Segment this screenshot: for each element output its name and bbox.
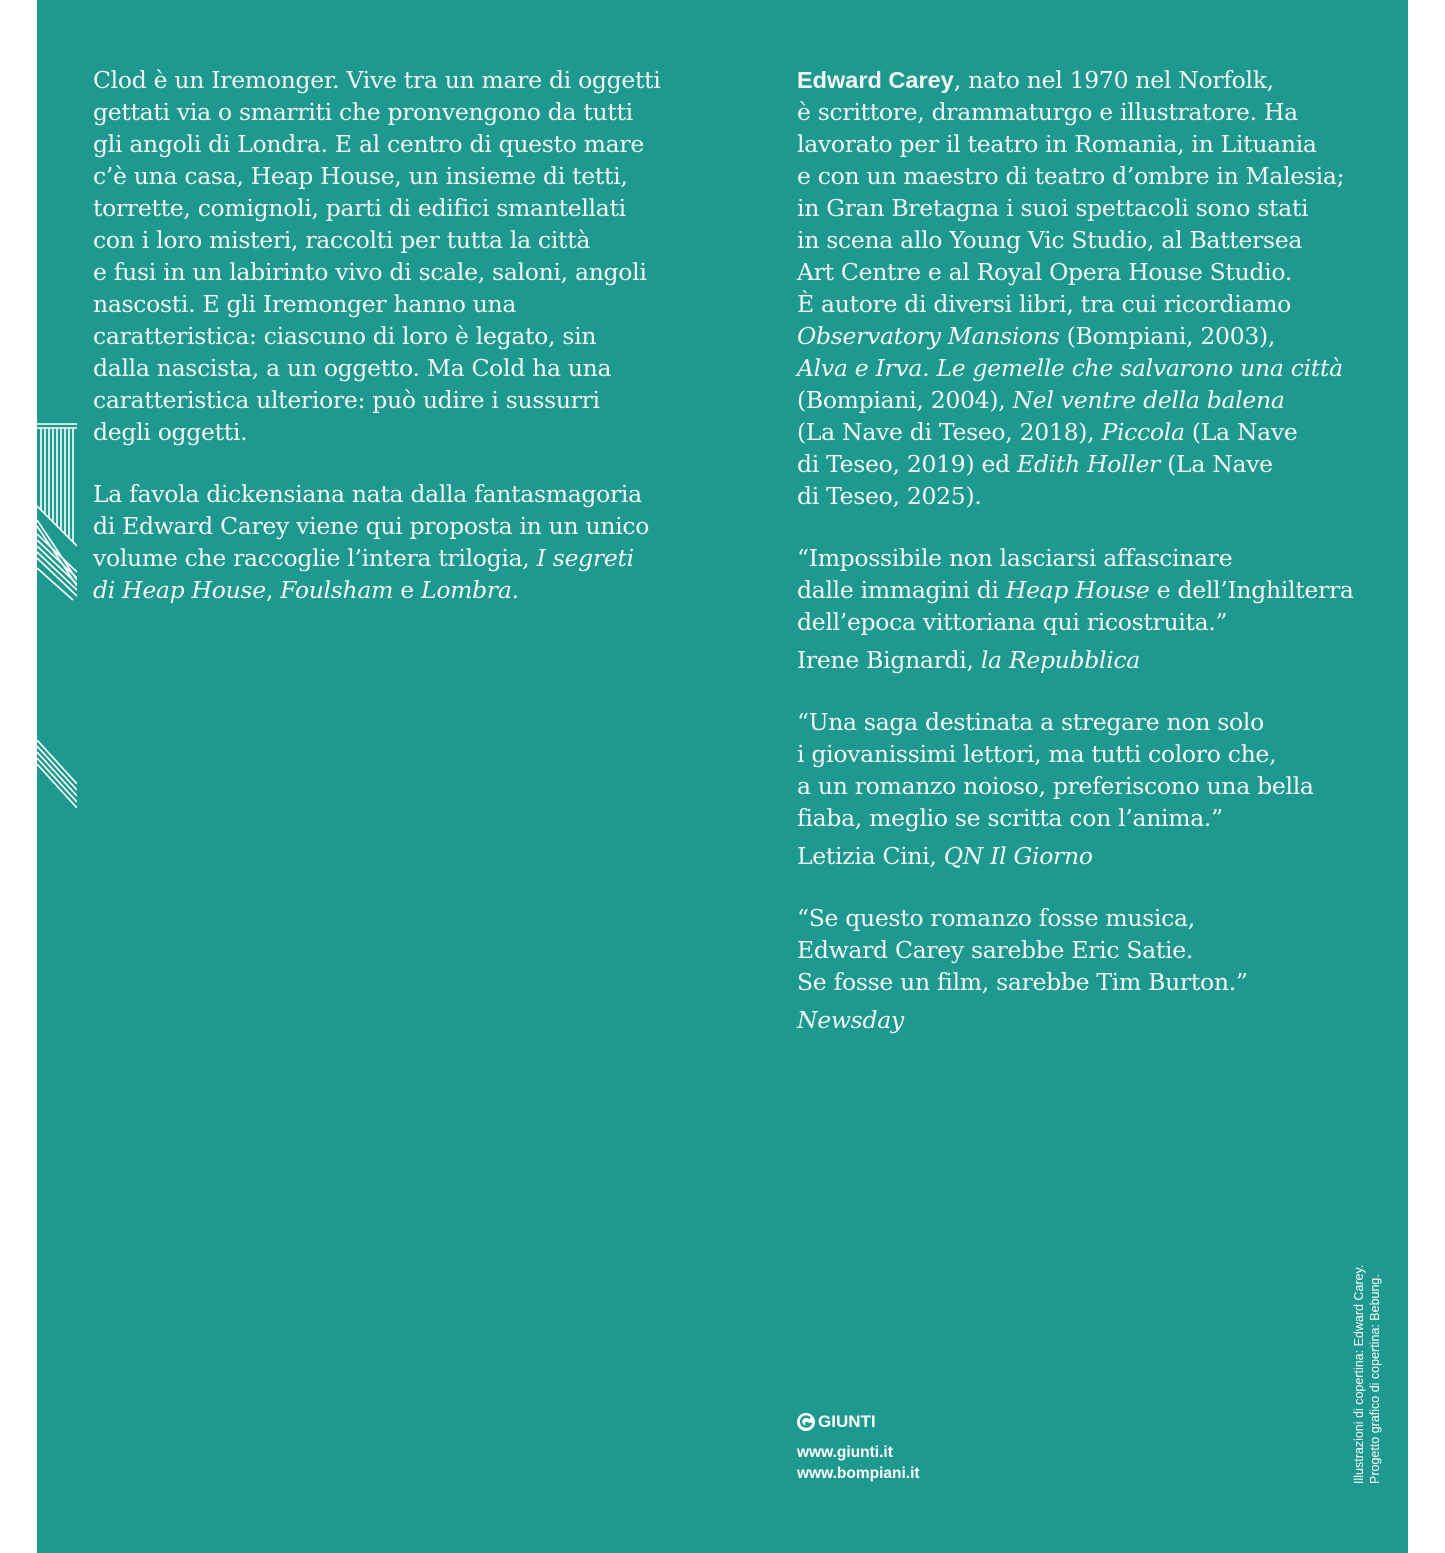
book-title: Observatory Mansions — [797, 322, 1060, 350]
book-title: Alva e Irva. Le gemelle che salvarono una città — [797, 354, 1343, 382]
review-source: la Repubblica — [980, 646, 1141, 674]
synopsis-paragraph-2: La favola dickensiana nata dalla fantasmagoria di Edward Carey viene qui proposta in un unico volume che raccoglie l’intera trilogia, I segreti di Heap House, Foulsham e Lombra. — [93, 480, 650, 604]
book-title: Piccola — [1101, 418, 1185, 446]
book-title: Nel ventre della balena — [1012, 386, 1285, 414]
publisher-urls — [797, 1442, 920, 1484]
book-title: Edith Holler — [1017, 450, 1160, 478]
design-credit: Progetto grafico di copertina: Bebung. — [1368, 1274, 1382, 1484]
review-attribution-1: Irene Bignardi, la Repubblica — [797, 646, 1141, 674]
synopsis-column — [93, 64, 713, 606]
publisher-logo-text: GIUNTI — [818, 1412, 876, 1431]
cover-credits — [1351, 1265, 1383, 1484]
review-attribution-3 — [797, 1004, 1387, 1036]
synopsis-paragraph-1: Clod è un Iremonger. Vive tra un mare di oggetti gettati via o smarriti che pronvengono da tutti gli angoli di Londra. E al centro di questo mare c’è una casa, Heap House, un insieme di tetti, torrette, comignoli, parti di edifici smantellati con i loro misteri, raccolti per tutta la città e fusi in un labirinto vivo di scale, saloni, angoli nascosti. E gli Iremonger hanno una caratteristica: ciascuno di loro è legato, sin dalla nascista, a un oggetto. Ma Cold ha una caratteristica ulteriore: può udire i sussurri degli oggetti. — [93, 66, 661, 446]
giunti-link[interactable]: www.giunti.it — [797, 1444, 893, 1461]
review-quote-2: “Una saga destinata a stregare non solo i giovanissimi lettori, ma tutti coloro che, a un romanzo noioso, preferiscono una bella fiaba, meglio se scritta con l’anima.” — [797, 708, 1314, 832]
book-title: di Heap House — [93, 576, 266, 604]
author-name: Edward Carey — [797, 67, 954, 93]
review-quote-1: “Impossibile non lasciarsi affascinare dalle immagini di Heap House e dell’Inghilterra dell’epoca vittoriana qui ricostruita.” — [797, 544, 1354, 636]
giunti-g-icon — [797, 1413, 815, 1431]
review-attribution-2: Letizia Cini, QN Il Giorno — [797, 842, 1093, 870]
publisher-logo — [797, 1412, 920, 1432]
author-bio: Edward Carey, nato nel 1970 nel Norfolk, è scrittore, drammaturgo e illustratore. Ha lavorato per il teatro in Romania, in Lituania e con un maestro di teatro d’ombre in Malesia; in Gran Bretagna i suoi spettacoli sono stati in scena allo Young Vic Studio, al Battersea Art Centre e al Royal Opera House Studio. È autore di diversi libri, tra cui ricordiamo Observatory Mansions (Bompiani, 2003), Alva e Irva. Le gemelle che salvarono una città (Bompiani, 2004), Nel ventre della balena (La Nave di Teseo, 2018), Piccola (La Nave di Teseo, 2019) ed Edith Holler (La Nave di Teseo, 2025). — [797, 66, 1345, 510]
publisher-block — [797, 1412, 920, 1484]
review-source: QN Il Giorno — [943, 842, 1093, 870]
review-quote-3: “Se questo romanzo fosse musica, Edward Carey sarebbe Eric Satie. Se fosse un film, sarebbe Tim Burton.” — [797, 904, 1248, 996]
book-title: Foulsham — [280, 576, 394, 604]
author-column — [797, 64, 1387, 1036]
decorative-line-illustration — [37, 400, 77, 840]
review-source: Newsday — [797, 1006, 904, 1034]
illustration-credit: Illustrazioni di copertina: Edward Carey. — [1352, 1264, 1366, 1484]
back-cover — [37, 0, 1408, 1553]
book-title: I segreti — [536, 544, 634, 572]
book-title: Heap House — [1005, 576, 1150, 604]
bompiani-link[interactable]: www.bompiani.it — [797, 1465, 920, 1482]
book-title: Lombra — [421, 576, 512, 604]
